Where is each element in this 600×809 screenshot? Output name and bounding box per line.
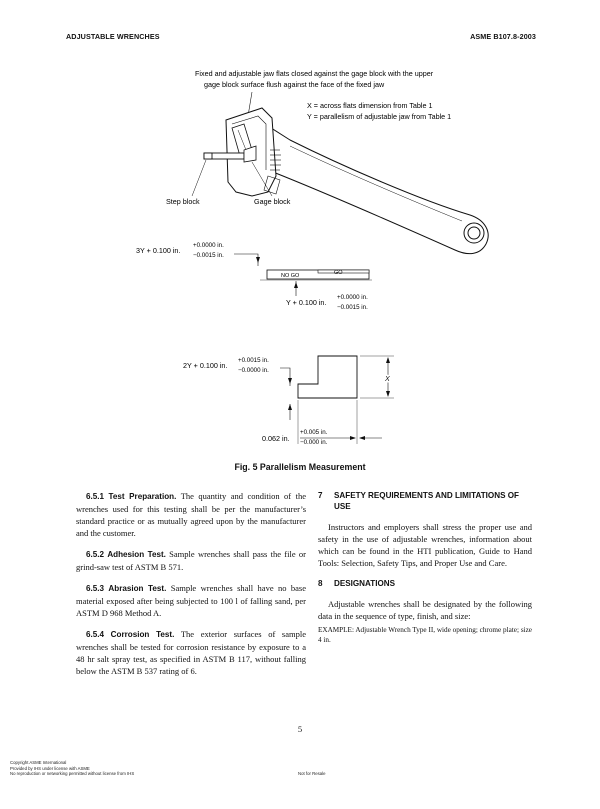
left-column xyxy=(76,490,306,686)
step-block-section xyxy=(136,242,372,311)
section-number: 8 xyxy=(318,579,323,588)
running-header-standard: ASME B107.8-2003 xyxy=(470,32,536,41)
page-number: 5 xyxy=(297,724,303,734)
section-7-heading xyxy=(318,490,532,512)
paragraph-number: 6.5.3 xyxy=(86,584,105,593)
dim3-main: 2Y + 0.100 in. xyxy=(183,361,228,370)
paragraph-6-5-2 xyxy=(76,548,306,573)
gage-block-section xyxy=(183,356,394,446)
section-title-line-1: SAFETY REQUIREMENTS AND LIMITATIONS OF xyxy=(334,491,519,500)
dim2-main: Y + 0.100 in. xyxy=(286,298,327,307)
paragraph-number: 6.5.4 xyxy=(86,630,105,639)
dim2-plus: +0.0000 in. xyxy=(337,294,368,301)
paragraph-6-5-1 xyxy=(76,490,306,539)
right-column xyxy=(318,490,532,645)
section-7-text: Instructors and employers shall stress the proper use and safety in the use of adjustable wrenches, information about which can be found in the HTI publication, Guide to Hand Tools: Selection, Safety Tips, and Proper Use and Care. xyxy=(318,522,532,568)
figure-note-line-1: Fixed and adjustable jaw flats closed against the gage block with the upper xyxy=(195,69,434,78)
paragraph-text: Sample wrenches shall pass the file or grind-saw test of ASTM B 571. xyxy=(76,549,306,572)
dim1-minus: −0.0015 in. xyxy=(193,252,224,259)
label-x: X xyxy=(385,374,390,383)
paragraph-title: Test Preparation. xyxy=(108,492,177,501)
footer-line-2: Provided by IHS under license with ASME xyxy=(10,765,90,771)
dim3-plus: +0.0015 in. xyxy=(238,357,269,364)
paragraph-6-5-4 xyxy=(76,628,306,677)
dim4-plus: +0.005 in. xyxy=(300,429,328,436)
figure-caption: Fig. 5 Parallelism Measurement xyxy=(234,462,366,472)
section-title-line-2: USE xyxy=(334,502,351,511)
paragraph-text: Sample wrenches shall have no base material exposed after being subjected to 100 l of falling sand, per ASTM D 968 Method A. xyxy=(76,583,306,618)
not-for-resale-note: Not for Resale xyxy=(298,771,326,776)
dim3-minus: −0.0000 in. xyxy=(238,367,269,374)
footer-line-1: Copyright ASME International xyxy=(10,760,67,765)
step-block-leader xyxy=(192,160,206,196)
dim4-main: 0.062 in. xyxy=(262,434,290,443)
copyright-footer xyxy=(10,760,134,777)
wrench-illustration xyxy=(204,108,488,254)
designation-example: EXAMPLE: Adjustable Wrench Type II, wide opening; chrome plate; size 4 in. xyxy=(318,626,532,644)
paragraph-title: Corrosion Test. xyxy=(110,630,175,639)
paragraph-6-5-3 xyxy=(76,582,306,619)
paragraph-number: 6.5.2 xyxy=(86,550,105,559)
dim1-main: 3Y + 0.100 in. xyxy=(136,246,181,255)
dim4-minus: −0.000 in. xyxy=(300,439,328,446)
legend-y: Y = parallelism of adjustable jaw from Table 1 xyxy=(307,112,452,121)
running-header-title: ADJUSTABLE WRENCHES xyxy=(66,32,160,41)
paragraph-title: Adhesion Test. xyxy=(107,550,166,559)
legend-x: X = across flats dimension from Table 1 xyxy=(307,101,433,110)
section-title: DESIGNATIONS xyxy=(334,579,396,588)
label-step-block: Step block xyxy=(166,197,200,206)
paragraph-title: Abrasion Test. xyxy=(108,584,167,593)
footer-line-3: No reproduction or networking permitted without license from IHS xyxy=(10,771,135,776)
paragraph-text: The quantity and condition of the wrenches used for this testing shall be per the manufacturer’s standard practice or as mutually agreed upon by the manufacturer and the customer. xyxy=(76,491,306,538)
section-8-text: Adjustable wrenches shall be designated by the following data in the sequence of type, finish, and size: xyxy=(318,599,532,621)
paragraph-number: 6.5.1 xyxy=(86,492,105,501)
figure-note-line-2: gage block surface flush against the face of the fixed jaw xyxy=(204,80,385,89)
dim2-minus: −0.0015 in. xyxy=(337,304,368,311)
dim1-plus: +0.0000 in. xyxy=(193,242,224,249)
label-no-go: NO GO xyxy=(281,273,300,279)
paragraph-text: The exterior surfaces of sample wrenches shall be tested for corrosion resistance by exposure to a 48 hr salt spray test, as specified in ASTM B 117, without falling below the ASTM B 537 rating of 6. xyxy=(76,629,307,676)
label-gage-block: Gage block xyxy=(254,197,291,206)
section-8-heading xyxy=(318,578,532,589)
section-number: 7 xyxy=(318,491,323,500)
label-go: GO xyxy=(334,270,343,276)
